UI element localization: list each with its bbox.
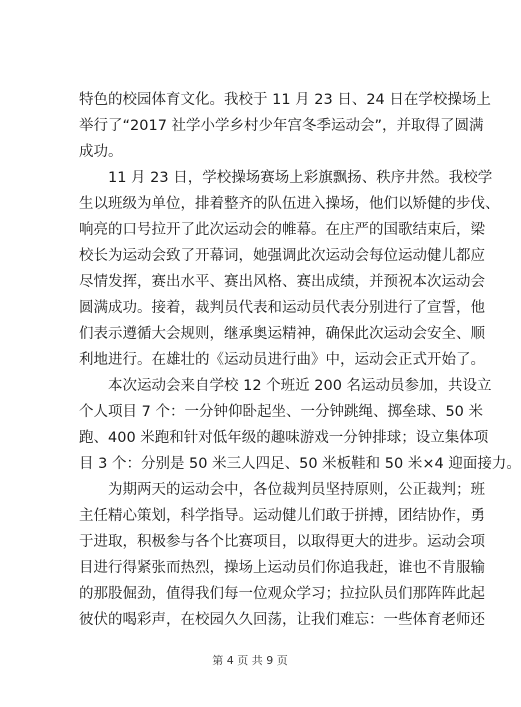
text-line: 成功。 <box>79 144 123 160</box>
text-line: 目进行得紧张而热烈，操场上运动员们你追我赶，谁也不肯服输 <box>79 560 485 576</box>
text-line: 利地进行。在雄壮的《运动员进行曲》中，运动会正式开始了。 <box>79 352 485 368</box>
text-line: 于进取，积极参与各个比赛项目，以取得更大的进步。运动会项 <box>79 534 485 550</box>
body-text <box>79 87 521 633</box>
text-line: 特色的校园体育文化。我校于 11 月 23 日、24 日在学校操场上 <box>79 92 491 108</box>
page-footer: 第 4 页 共 9 页 <box>212 654 288 667</box>
text-line: 尽情发挥，赛出水平、赛出风格、赛出成绩，并预祝本次运动会 <box>79 274 485 290</box>
text-line: 响亮的口号拉开了此次运动会的帷幕。在庄严的国歌结束后，梁 <box>79 222 485 238</box>
text-line: 们表示遵循大会规则，继承奥运精神，确保此次运动会安全、顺 <box>79 326 485 342</box>
text-line: 的那股倔劲，值得我们每一位观众学习；拉拉队员们那阵阵此起 <box>79 586 485 602</box>
text-line: 目 3 个：分别是 50 米三人四足、50 米板鞋和 50 米×4 迎面接力。 <box>79 456 521 472</box>
text-line: 举行了“2017 社学小学乡村少年宫冬季运动会”，并取得了圆满 <box>79 118 484 134</box>
paragraph-first-line: 11 月 23 日，学校操场赛场上彩旗飘扬、秩序井然。我校学 <box>108 170 493 186</box>
text-line: 圆满成功。接着，裁判员代表和运动员代表分别进行了宣誓，他 <box>79 300 485 316</box>
text-line: 个人项目 7 个：一分钟仰卧起坐、一分钟跳绳、掷垒球、50 米 <box>79 404 484 420</box>
text-line: 彼伏的喝彩声，在校园久久回荡，让我们难忘：一些体育老师还 <box>79 612 485 628</box>
text-line: 校长为运动会致了开幕词，她强调此次运动会每位运动健儿都应 <box>79 248 485 264</box>
text-line: 生以班级为单位，排着整齐的队伍进入操场，他们以矫健的步伐、 <box>79 196 500 212</box>
paragraph-first-line: 为期两天的运动会中，各位裁判员坚持原则，公正裁判；班 <box>108 482 485 498</box>
text-line: 跑、400 米跑和针对低年级的趣味游戏一分钟排球；设立集体项 <box>79 430 489 446</box>
text-line: 主任精心策划，科学指导。运动健儿们敢于拼搏，团结协作，勇 <box>79 508 485 524</box>
paragraph-first-line: 本次运动会来自学校 12 个班近 200 名运动员参加，共设立 <box>108 378 492 394</box>
